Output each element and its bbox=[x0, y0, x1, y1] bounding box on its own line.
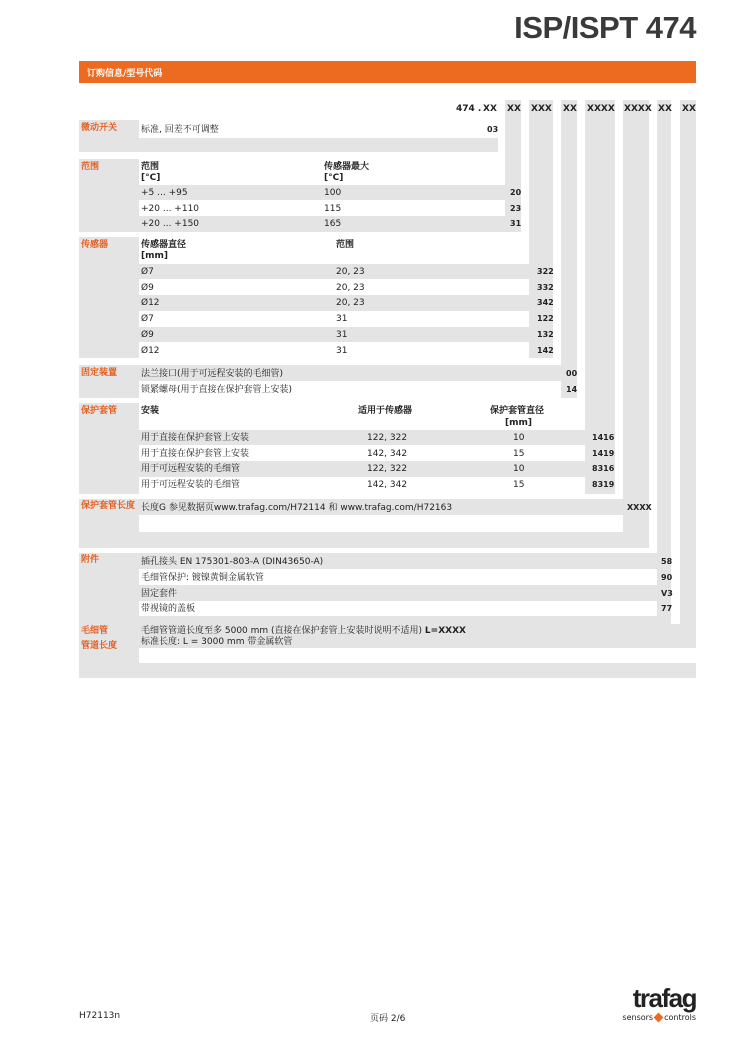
accessory-row-1-code: 58 bbox=[661, 557, 673, 566]
fixing-row-2-code: 14 bbox=[566, 385, 578, 394]
section-label-fixing: 固定装置 bbox=[81, 368, 118, 378]
fixing-row-1-code: 00 bbox=[566, 369, 578, 378]
accessories-row-stripe-3 bbox=[139, 585, 671, 601]
sleeve-row-1-sensor: 122, 322 bbox=[367, 433, 408, 443]
capillary-line-2: 标准长度: L = 3000 mm 带金属软管 bbox=[141, 637, 293, 647]
section-label-capillary-2: 管道长度 bbox=[81, 641, 118, 651]
sensor-row-2-diameter: Ø9 bbox=[141, 283, 154, 293]
section-label-sleeve-length: 保护套管长度 bbox=[81, 501, 136, 511]
doc-number: H72113n bbox=[79, 1011, 121, 1021]
sleeve-row-4-code: 8319 bbox=[592, 480, 615, 489]
range-row-2-max: 115 bbox=[324, 204, 342, 214]
trafag-logo bbox=[604, 985, 696, 1025]
sensor-header-range: 范围 bbox=[336, 240, 355, 250]
sleeve-header-diameter-unit: [mm] bbox=[505, 418, 532, 428]
sleeve-header-diameter: 保护套管直径 bbox=[490, 406, 545, 416]
range-row-3-max: 165 bbox=[324, 219, 342, 229]
sleeve-row-3-sensor: 122, 322 bbox=[367, 464, 408, 474]
sensor-row-3-range: 20, 23 bbox=[336, 298, 365, 308]
range-header-max-unit: [°C] bbox=[324, 173, 344, 183]
sleeve-row-4-sensor: 142, 342 bbox=[367, 480, 408, 490]
switch-text: 标准, 回差不可调整 bbox=[141, 125, 219, 135]
sleeve-row-4-install: 用于可远程安装的毛细管 bbox=[141, 480, 241, 490]
accessory-row-3-code: V3 bbox=[661, 589, 673, 598]
range-row-3-range: +20 ... +150 bbox=[141, 219, 200, 229]
sensor-row-5-range: 31 bbox=[336, 330, 348, 340]
sleeve-row-3-diameter: 10 bbox=[513, 464, 525, 474]
logo-word: trafag bbox=[632, 983, 696, 1013]
capillary-line-1-text: 毛细管管道长度至多 5000 mm (直接在保护套管上安装时说明不适用) bbox=[141, 626, 423, 636]
sleeve-row-2-sensor: 142, 342 bbox=[367, 449, 408, 459]
section-label-accessories: 附件 bbox=[81, 555, 100, 565]
code-header-0: 474 . bbox=[456, 104, 482, 114]
sensor-row-4-range: 31 bbox=[336, 314, 348, 324]
range-row-1-code: 20 bbox=[510, 188, 522, 197]
sleeve-row-1-code: 1416 bbox=[592, 433, 615, 442]
sensor-row-1-code: 322 bbox=[537, 267, 554, 276]
code-header-5: XXXX bbox=[587, 104, 615, 114]
range-header-range: 范围 bbox=[141, 162, 160, 172]
logo-tag-left: sensors bbox=[622, 1013, 654, 1022]
accessory-row-2-text: 毛细管保护: 镀镍黄铜金属软管 bbox=[141, 573, 264, 583]
sleeve-row-3-install: 用于可远程安装的毛细管 bbox=[141, 464, 241, 474]
section-label-range: 范围 bbox=[81, 162, 100, 172]
fixing-row-1-text: 法兰接口(用于可远程安装的毛细管) bbox=[141, 369, 284, 379]
sleeve-length-row-3 bbox=[139, 532, 649, 548]
column-bar-4 bbox=[561, 100, 577, 398]
sensor-row-6-diameter: Ø12 bbox=[141, 346, 160, 356]
section-label-switch: 微动开关 bbox=[81, 123, 118, 133]
sensor-row-6-range: 31 bbox=[336, 346, 348, 356]
sleeve-row-2-diameter: 15 bbox=[513, 449, 525, 459]
range-header-max: 传感器最大 bbox=[324, 162, 370, 172]
sensor-row-5-code: 132 bbox=[537, 330, 554, 339]
code-header-1: XX bbox=[483, 104, 497, 114]
diamond-icon bbox=[654, 1013, 664, 1023]
capillary-label-cell bbox=[79, 648, 139, 678]
capillary-row-3 bbox=[139, 663, 696, 678]
fixing-row-2-text: 锁紧螺母(用于直接在保护套管上安装) bbox=[141, 385, 293, 395]
sleeve-row-3-code: 8316 bbox=[592, 464, 615, 473]
sensor-row-5-diameter: Ø9 bbox=[141, 330, 154, 340]
range-row-2-code: 23 bbox=[510, 204, 522, 213]
code-header-6: XXXX bbox=[624, 104, 652, 114]
page-title: ISP/ISPT 474 bbox=[514, 10, 696, 45]
sleeve-header-sensor: 适用于传感器 bbox=[358, 406, 413, 416]
sleeve-header-install: 安装 bbox=[141, 406, 160, 416]
column-bar-6 bbox=[623, 100, 649, 548]
column-bar-8 bbox=[680, 100, 696, 624]
sensor-row-4-diameter: Ø7 bbox=[141, 314, 154, 324]
page-number: 页码 2/6 bbox=[370, 1014, 406, 1024]
accessory-row-1-text: 插孔接头 EN 175301-803-A (DIN43650-A) bbox=[141, 557, 324, 567]
sensor-row-3-code: 342 bbox=[537, 298, 554, 307]
section-label-sensor: 传感器 bbox=[81, 240, 109, 250]
sensor-label-cell bbox=[79, 237, 139, 358]
sensor-row-6-code: 142 bbox=[537, 346, 554, 355]
sensor-header-diameter: 传感器直径 bbox=[141, 240, 187, 250]
code-header-4: XX bbox=[563, 104, 577, 114]
logo-tag-right: controls bbox=[664, 1013, 696, 1022]
sleeve-row-2-code: 1419 bbox=[592, 449, 615, 458]
sleeve-row-4-diameter: 15 bbox=[513, 480, 525, 490]
accessory-row-4-code: 77 bbox=[661, 604, 673, 613]
accessory-row-4-text: 带视镜的盖板 bbox=[141, 604, 196, 614]
range-header-range-unit: [°C] bbox=[141, 173, 161, 183]
banner-title: 订购信息/型号代码 bbox=[87, 69, 163, 79]
code-header-3: XXX bbox=[531, 104, 552, 114]
sleeve-length-code: XXXX bbox=[627, 503, 652, 512]
sleeve-length-text: 长度G 参见数据页www.trafag.com/H72114 和 www.trafag.com/H72163 bbox=[141, 503, 453, 513]
sensor-row-1-diameter: Ø7 bbox=[141, 267, 154, 277]
range-row-2-range: +20 ... +110 bbox=[141, 204, 200, 214]
range-row-3-code: 31 bbox=[510, 219, 522, 228]
sleeve-row-2-install: 用于直接在保护套管上安装 bbox=[141, 449, 250, 459]
accessory-row-3-text: 固定套件 bbox=[141, 589, 178, 599]
logo-tagline bbox=[622, 1013, 696, 1022]
code-header-8: XX bbox=[682, 104, 696, 114]
section-label-sleeve: 保护套管 bbox=[81, 406, 118, 416]
section-label-capillary-1: 毛细管 bbox=[81, 626, 109, 636]
sensor-row-2-code: 332 bbox=[537, 283, 554, 292]
code-header-7: XX bbox=[658, 104, 672, 114]
code-header-2: XX bbox=[507, 104, 521, 114]
sensor-row-2-range: 20, 23 bbox=[336, 283, 365, 293]
column-bar-7 bbox=[657, 100, 671, 624]
range-row-1-range: +5 ... +95 bbox=[141, 188, 188, 198]
sensor-header-diameter-unit: [mm] bbox=[141, 251, 168, 261]
accessory-row-2-code: 90 bbox=[661, 573, 673, 582]
section-banner bbox=[79, 61, 696, 83]
sensor-row-1-range: 20, 23 bbox=[336, 267, 365, 277]
capillary-line-1-code: L=XXXX bbox=[424, 626, 466, 636]
switch-filler-row bbox=[139, 138, 498, 152]
sleeve-row-1-install: 用于直接在保护套管上安装 bbox=[141, 433, 250, 443]
accessories-row-filler bbox=[139, 616, 671, 624]
sleeve-row-1-diameter: 10 bbox=[513, 433, 525, 443]
sensor-row-3-diameter: Ø12 bbox=[141, 298, 160, 308]
switch-code: 03 bbox=[487, 125, 499, 134]
range-row-1-max: 100 bbox=[324, 188, 342, 198]
sensor-row-4-code: 122 bbox=[537, 314, 554, 323]
